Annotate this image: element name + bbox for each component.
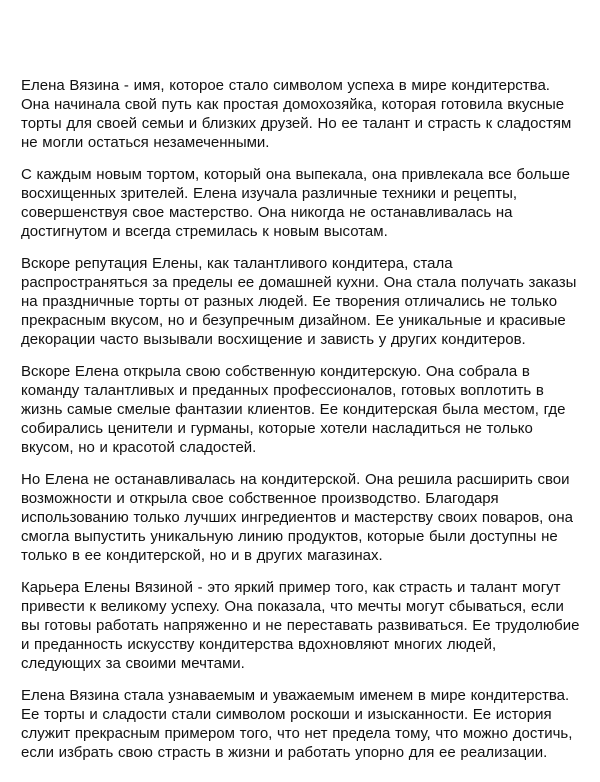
paragraph-career: Карьера Елены Вязиной - это яркий пример того, как страсть и талант могут привести к великому успеху. Она показала, что мечты могут сбываться, если вы готовы работать напряженно и не переставать развиваться. Ее трудолюбие и преданность искусству кондитерства вдохновляют многих людей, следующих за своими мечтами. — [21, 579, 580, 672]
paragraph-patisserie: Вскоре Елена открыла свою собственную кондитерскую. Она собрала в команду талантливых и преданных профессионалов, готовых воплотить в жизнь самые смелые фантазии клиентов. Ее кондитерская была местом, где собирались ценители и гурманы, которые хотели насладиться не только вкусом, но и красотой сладостей. — [21, 363, 566, 456]
paragraph-intro: Елена Вязина - имя, которое стало символом успеха в мире кондитерства. Она начинала свой путь как простая домохозяйка, которая готовила вкусные торты для своей семьи и близких друзей. Но ее талант и страсть к сладостям не могли остаться незамеченными. — [21, 77, 572, 151]
paragraph-legacy: Елена Вязина стала узнаваемым и уважаемым именем в мире кондитерства. Ее торты и сладости стали символом роскоши и изысканности. Ее история служит прекрасным примером того, что нет предела тому, что можно достичь, если избрать свою страсть в жизни и работать упорно для ее реализации. — [21, 687, 573, 761]
paragraph-reputation: Вскоре репутация Елены, как талантливого кондитера, стала распространяться за пределы ее домашней кухни. Она стала получать заказы на праздничные торты от разных людей. Ее творения отличались не только прекрасным вкусом, но и безупречным дизайном. Ее уникальные и красивые декорации часто вызывали восхищение и зависть у других кондитеров. — [21, 255, 577, 348]
paragraph-production: Но Елена не останавливалась на кондитерской. Она решила расширить свои возможности и открыла свое собственное производство. Благодаря использованию только лучших ингредиентов и мастерству своих поваров, она смогла выпустить уникальную линию продуктов, которые были доступны не только в ее кондитерской, но и в других магазинах. — [21, 471, 573, 564]
paragraph-growth: С каждым новым тортом, который она выпекала, она привлекала все больше восхищенных зрителей. Елена изучала различные техники и рецепты, совершенствуя свое мастерство. Она никогда не останавливалась на достигнутом и всегда стремилась к новым высотам. — [21, 166, 570, 240]
